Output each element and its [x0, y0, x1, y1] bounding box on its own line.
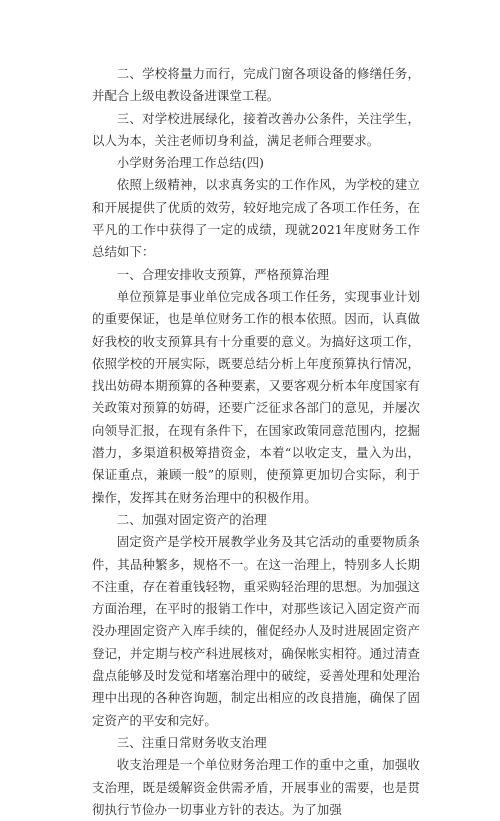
document-body	[92, 63, 420, 821]
paragraph-daily-finance: 收支治理是一个单位财务治理工作的重中之重，加强收支治理，既是缓解资金供需矛盾，开展事业的需要，也是贯彻执行节俭办一切事业方针的表达。为了加强	[92, 757, 420, 817]
paragraph-budget: 单位预算是事业单位完成各项工作任务，实现事业计划的重要保证，也是单位财务工作的根本依照。因而，认真做好我校的收支预算具有十分重要的意义。为搞好这项工作，依照学校的开展实际，既要总结分析上年度预算执行情况，找出妨碍本期预算的各种要素，又要客观分析本年度国家有关政策对预算的妨碍，还要广泛征求各部门的意见，并屡次向领导汇报，在现有条件下，在国家政策同意范围内，挖掘潜力，多渠道积极筹措资金，本着“以收定支，量入为出，保证重点，兼顾一般”的原则，使预算更加切合实际，利于操作，发挥其在财务治理中的积极作用。	[92, 288, 420, 505]
heading-budget: 一、合理安排收支预算，严格预算治理	[116, 266, 330, 282]
paragraph-item-3-greening: 三、对学校进展绿化，接着改善办公条件，关注学生，以人为本，关注老师切身利益，满足老师合理要求。	[92, 110, 420, 148]
section-title: 小学财务治理工作总结(四)	[116, 155, 265, 171]
heading-daily-finance: 三、注重日常财务收支治理	[116, 734, 267, 750]
paragraph-item-2-closing: 二、学校将量力而行，完成门窗各项设备的修缮任务，并配合上级电教设备进课堂工程。	[92, 66, 420, 104]
intro-paragraph: 依照上级精神，以求真务实的工作作风，为学校的建立和开展提供了优质的效劳，较好地完成了各项工作任务，在平凡的工作中获得了一定的成绩，现就2021年度财务工作总结如下：	[92, 177, 420, 260]
paragraph-fixed-assets: 固定资产是学校开展教学业务及其它活动的重要物质条件，其品种繁多，规格不一。在这一治理上，特别多人长期不注重，存在着重钱轻物，重采购轻治理的思想。为加强这方面治理，在平时的报销工作中，对那些该记入固定资产而没办理固定资产入库手续的，催促经办人及时进展固定资产登记，并定期与校产科进展核对，确保帐实相符。通过清查盘点能够及时发觉和堵塞治理中的破绽，妥善处理和处理治理中出现的各种咨询题，制定出相应的改良措施，确保了固定资产的平安和完好。	[92, 534, 420, 728]
heading-fixed-assets: 二、加强对固定资产的治理	[116, 511, 267, 527]
